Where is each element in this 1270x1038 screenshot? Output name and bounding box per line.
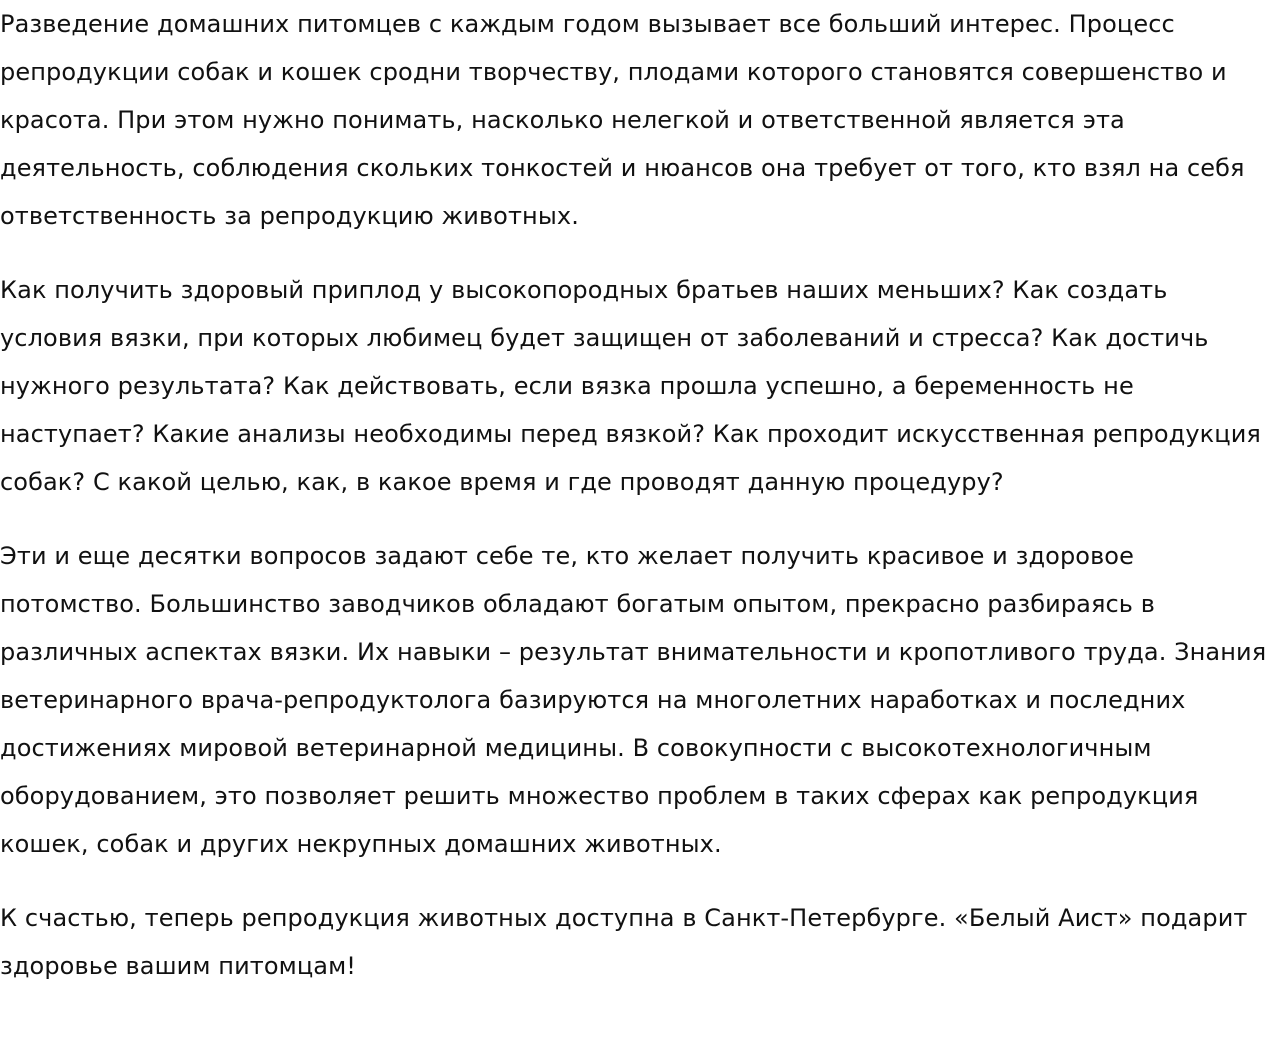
- paragraph-expertise: Эти и еще десятки вопросов задают себе те, кто желает получить красивое и здоровое потомство. Большинство заводчиков обладают богатым опытом, прекрасно разбираясь в различных аспектах вязки. Их навыки – результат внимательности и кропотливого труда. Знания ветеринарного врача-репродуктолога базируются на многолетних наработках и последних достижениях мировой ветеринарной медицины. В совокупности с высокотехнологичным оборудованием, это позволяет решить множество проблем в таких сферах как репродукция кошек, собак и других некрупных домашних животных.: [0, 542, 1267, 858]
- paragraph-intro: Разведение домашних питомцев с каждым годом вызывает все больший интерес. Процесс репродукции собак и кошек сродни творчеству, плодами которого становятся совершенство и красота. При этом нужно понимать, насколько нелегкой и ответственной является эта деятельность, соблюдения скольких тонкостей и нюансов она требует от того, кто взял на себя ответственность за репродукцию животных.: [0, 10, 1245, 230]
- paragraph-conclusion: К счастью, теперь репродукция животных доступна в Санкт-Петербурге. «Белый Аист» подарит здоровье вашим питомцам!: [0, 904, 1248, 980]
- paragraph-questions: Как получить здоровый приплод у высокопородных братьев наших меньших? Как создать условия вязки, при которых любимец будет защищен от заболеваний и стресса? Как достичь нужного результата? Как действовать, если вязка прошла успешно, а беременность не наступает? Какие анализы необходимы перед вязкой? Как проходит искусственная репродукция собак? С какой целью, как, в какое время и где проводят данную процедуру?: [0, 276, 1261, 496]
